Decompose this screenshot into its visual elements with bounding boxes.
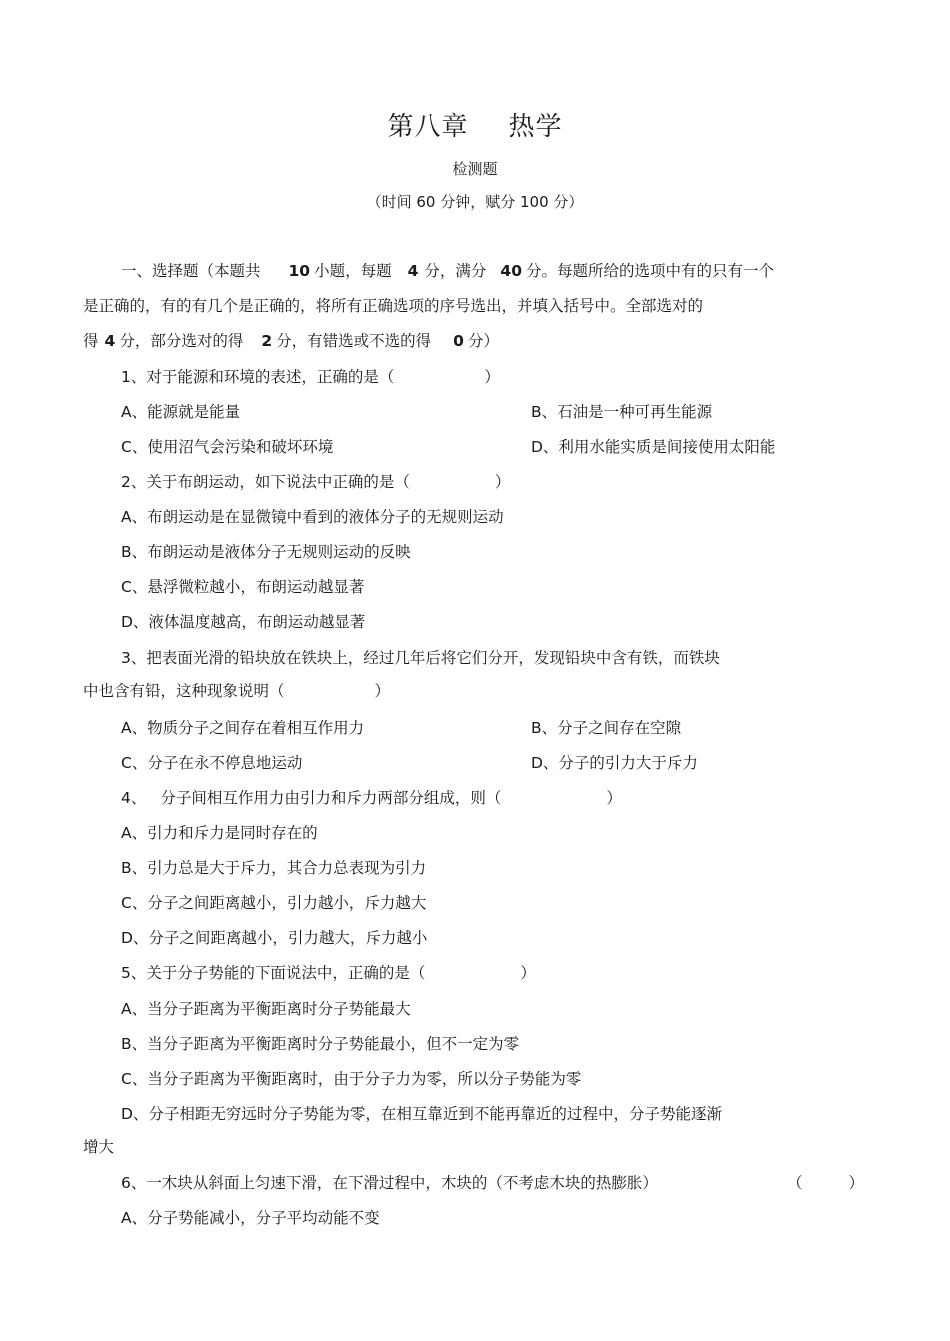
question-2-option-a: A、布朗运动是在显微镜中看到的液体分子的无规则运动 [121, 508, 504, 526]
question-3-option-b: B、分子之间存在空隙 [531, 719, 682, 737]
question-5-stem: 5、关于分子势能的下面说法中，正确的是（ ） [121, 964, 536, 982]
question-1-option-a: A、能源就是能量 [121, 403, 241, 421]
question-6-option-a: A、分子势能减小，分子平均动能不变 [121, 1209, 380, 1227]
question-1-option-c: C、使用沼气会污染和破坏环境 [121, 438, 334, 456]
chapter-label: 第八章 [387, 112, 469, 142]
question-3-option-c: C、分子在永不停息地运动 [121, 754, 303, 772]
question-4-option-a: A、引力和斥力是同时存在的 [121, 824, 318, 842]
question-5-option-d-line-2: 增大 [83, 1138, 115, 1156]
question-4-stem: 4、 分子间相互作用力由引力和斥力两部分组成，则（ ） [121, 789, 622, 807]
section-instructions-line-3: 得 4 分，部分选对的得 2 分，有错选或不选的得 0 分） [83, 332, 499, 350]
question-4-option-d: D、分子之间距离越小，引力越大，斥力越小 [121, 929, 428, 947]
question-3-option-a: A、物质分子之间存在着相互作用力 [121, 719, 365, 737]
question-1-stem: 1、对于能源和环境的表述，正确的是（ ） [121, 368, 500, 386]
question-5-option-b: B、当分子距离为平衡距离时分子势能最小，但不一定为零 [121, 1035, 520, 1053]
page-subtitle: 检测题 [452, 160, 498, 178]
time-info: （时间 60 分钟，赋分 100 分） [366, 193, 584, 211]
question-5-option-a: A、当分子距离为平衡距离时分子势能最大 [121, 1000, 411, 1018]
question-3-stem-line-1: 3、把表面光滑的铅块放在铁块上，经过几年后将它们分开，发现铅块中含有铁，而铁块 [121, 649, 720, 667]
question-2-option-c: C、悬浮微粒越小，布朗运动越显著 [121, 578, 365, 596]
section-instructions-line-2: 是正确的，有的有几个是正确的，将所有正确选项的序号选出，并填入括号中。全部选对的 [83, 297, 704, 315]
question-2-option-b: B、布朗运动是液体分子无规则运动的反映 [121, 543, 411, 561]
question-2-stem: 2、关于布朗运动，如下说法中正确的是（ ） [121, 473, 511, 491]
chapter-topic: 热学 [508, 112, 563, 142]
question-1-option-b: B、石油是一种可再生能源 [531, 403, 713, 421]
question-6-stem: 6、一木块从斜面上匀速下滑，在下滑过程中，木块的（不考虑木块的热膨胀） [121, 1174, 658, 1192]
question-6-bracket: （ ） [787, 1174, 865, 1192]
question-3-stem-line-2: 中也含有铅，这种现象说明（ ） [83, 682, 391, 700]
question-5-option-d-line-1: D、分子相距无穷远时分子势能为零，在相互靠近到不能再靠近的过程中，分子势能逐渐 [121, 1105, 722, 1123]
question-4-option-c: C、分子之间距离越小，引力越小，斥力越大 [121, 894, 427, 912]
question-3-option-d: D、分子的引力大于斥力 [531, 754, 698, 772]
question-4-option-b: B、引力总是大于斥力，其合力总表现为引力 [121, 859, 427, 877]
page-title [0, 106, 950, 143]
question-1-option-d: D、利用水能实质是间接使用太阳能 [531, 438, 776, 456]
section-instructions-line-1: 一、选择题（本题共 10 小题，每题 4 分，满分 40 分。每题所给的选项中有的只有一个 [121, 262, 775, 280]
question-5-option-c: C、当分子距离为平衡距离时，由于分子力为零，所以分子势能为零 [121, 1070, 582, 1088]
question-2-option-d: D、液体温度越高，布朗运动越显著 [121, 613, 366, 631]
